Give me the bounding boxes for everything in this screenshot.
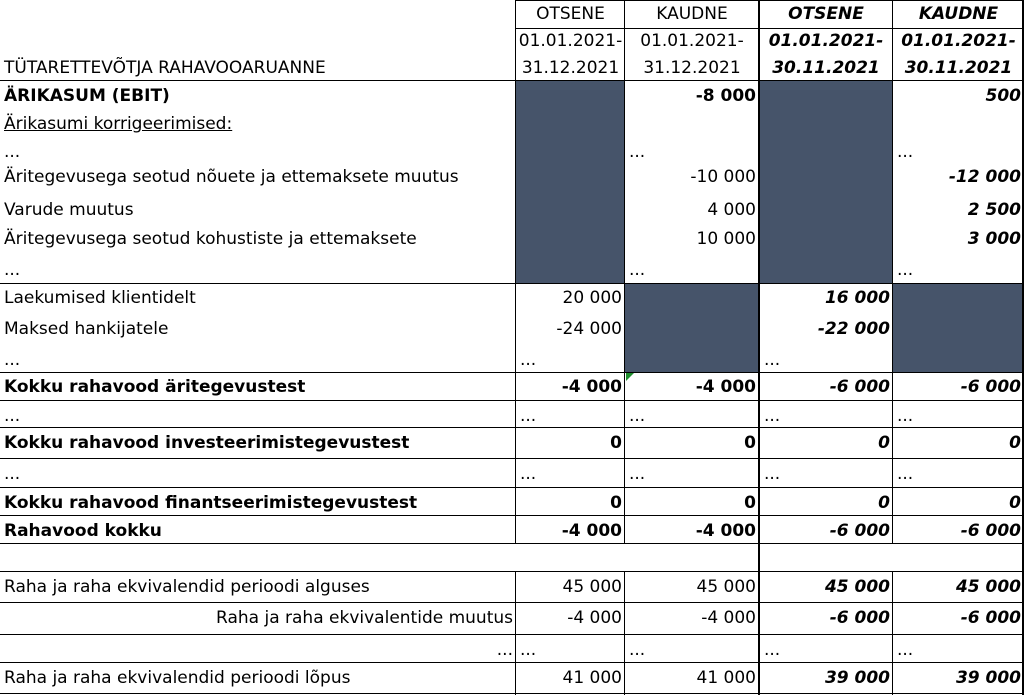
- row-label-cash-change: Raha ja raha ekvivalentide muutus: [216, 608, 513, 628]
- cell-cash-begin-col1: 45 000: [562, 577, 622, 597]
- cell-financing-total-col2: 0: [744, 493, 756, 513]
- row-label-dots-2: ...: [4, 260, 21, 280]
- cell-dots-5-col4: ...: [897, 464, 914, 484]
- cell-receivables-col4: -12 000: [948, 167, 1021, 187]
- cell-operating-total-col2: -4 000: [695, 377, 756, 397]
- cell-cash-total-col2: -4 000: [695, 521, 756, 541]
- cell-cash-change-col2: -4 000: [701, 608, 756, 628]
- row-label-ebit: ÄRIKASUM (EBIT): [4, 86, 170, 106]
- cell-financing-total-col1: 0: [610, 493, 622, 513]
- cell-operating-total-col1: -4 000: [561, 377, 622, 397]
- cell-dots-6-col2: ...: [629, 640, 646, 660]
- cell-receivables-col2: -10 000: [690, 167, 756, 187]
- row-label-operating-total: Kokku rahavood äritegevustest: [4, 377, 306, 397]
- cell-cash-end-col2: 41 000: [696, 668, 756, 688]
- cell-financing-total-col3: 0: [878, 493, 890, 513]
- grid-line: [0, 662, 1024, 663]
- cell-ebit-col2: -8 000: [695, 86, 756, 106]
- filled-block-col4-direct: [893, 283, 1024, 372]
- cell-suppliers-col3: -22 000: [817, 319, 890, 339]
- cell-operating-total-col4: -6 000: [960, 377, 1021, 397]
- row-label-customer-receipts: Laekumised klientidelt: [4, 288, 196, 308]
- cell-cash-begin-col4: 45 000: [955, 577, 1021, 597]
- cell-dots-6-col4: ...: [897, 640, 914, 660]
- cell-dots-5-col2: ...: [629, 464, 646, 484]
- col1-header: OTSENE: [536, 4, 605, 24]
- grid-line: [515, 0, 1024, 1]
- cell-cash-total-col1: -4 000: [561, 521, 622, 541]
- row-label-inventory: Varude muutus: [4, 200, 134, 220]
- cell-cash-end-col1: 41 000: [562, 668, 622, 688]
- cell-cash-total-col4: -6 000: [960, 521, 1021, 541]
- cell-dots-4-col1: ...: [520, 406, 537, 426]
- col3-header: OTSENE: [788, 4, 864, 24]
- col2-header: KAUDNE: [656, 4, 728, 24]
- row-label-cash-flow-total: Rahavood kokku: [4, 521, 162, 541]
- grid-line: [0, 80, 1024, 81]
- cell-dots-1-col4: ...: [897, 142, 914, 162]
- report-title: TÜTARETTEVÕTJA RAHAVOOARUANNE: [4, 58, 326, 78]
- cell-dots-4-col4: ...: [897, 406, 914, 426]
- grid-line: [624, 571, 625, 695]
- cell-dots-2-col4: ...: [897, 260, 914, 280]
- cell-cash-change-col4: -6 000: [960, 608, 1021, 628]
- col2-period-start: 01.01.2021-: [640, 31, 744, 51]
- grid-line: [0, 515, 1024, 516]
- grid-line: [515, 571, 516, 695]
- cell-cash-end-col4: 39 000: [955, 668, 1021, 688]
- cell-customers-col3: 16 000: [824, 288, 890, 308]
- grid-line: [0, 400, 1024, 401]
- grid-line: [892, 0, 893, 543]
- cell-dots-5-col1: ...: [520, 464, 537, 484]
- cell-dots-6-col3: ...: [764, 640, 781, 660]
- row-label-cash-end: Raha ja raha ekvivalendid perioodi lõpus: [4, 668, 351, 688]
- grid-line: [758, 0, 760, 695]
- row-label-dots-5: ...: [4, 464, 21, 484]
- cell-dots-6-col1: ...: [520, 640, 537, 660]
- col2-period-end: 31.12.2021: [643, 58, 741, 78]
- cell-suppliers-col1: -24 000: [556, 319, 622, 339]
- grid-line: [0, 487, 1024, 488]
- col4-header: KAUDNE: [918, 4, 999, 24]
- comment-marker[interactable]: [626, 373, 634, 381]
- col3-period-start: 01.01.2021-: [768, 31, 884, 51]
- cell-inventory-col4: 2 500: [967, 200, 1021, 220]
- cell-cash-total-col3: -6 000: [829, 521, 890, 541]
- cell-cash-change-col3: -6 000: [829, 608, 890, 628]
- row-label-dots-3: ...: [4, 350, 21, 370]
- cell-investing-total-col4: 0: [1009, 433, 1021, 453]
- cell-investing-total-col3: 0: [878, 433, 890, 453]
- filled-block-col1-adjustments: [516, 81, 625, 283]
- filled-block-col2-direct: [625, 283, 758, 372]
- grid-line: [515, 28, 1024, 29]
- grid-line: [624, 0, 625, 543]
- grid-line: [892, 571, 893, 695]
- grid-line: [0, 427, 1024, 428]
- cell-financing-total-col4: 0: [1009, 493, 1021, 513]
- row-label-payables: Äritegevusega seotud kohustiste ja ettemaksete: [4, 229, 417, 249]
- grid-line: [0, 634, 1024, 635]
- grid-line: [0, 372, 1024, 373]
- row-label-dots-4: ...: [4, 406, 21, 426]
- cell-ebit-col4: 500: [985, 86, 1021, 106]
- row-label-dots-1: ...: [4, 142, 21, 162]
- cell-dots-4-col2: ...: [629, 406, 646, 426]
- cell-cash-end-col3: 39 000: [824, 668, 890, 688]
- cell-operating-total-col3: -6 000: [829, 377, 890, 397]
- col4-period-start: 01.01.2021-: [901, 31, 1016, 51]
- col1-period-start: 01.01.2021-: [518, 31, 623, 51]
- cell-cash-change-col1: -4 000: [567, 608, 622, 628]
- cell-dots-1-col2: ...: [629, 142, 646, 162]
- cell-dots-4-col3: ...: [764, 406, 781, 426]
- cell-dots-3-col3: ...: [764, 350, 781, 370]
- cell-inventory-col2: 4 000: [707, 200, 756, 220]
- grid-line: [0, 693, 1024, 694]
- col1-period-end: 31.12.2021: [521, 58, 620, 78]
- cell-cash-begin-col2: 45 000: [696, 577, 756, 597]
- grid-line: [0, 283, 1024, 284]
- cell-payables-col2: 10 000: [696, 229, 756, 249]
- row-label-dots-6: ...: [496, 640, 513, 660]
- row-label-adjustments: Ärikasumi korrigeerimised:: [4, 114, 233, 134]
- grid-line: [0, 571, 1024, 572]
- filled-block-col3-adjustments: [760, 81, 893, 283]
- cell-investing-total-col1: 0: [610, 433, 622, 453]
- row-label-receivables: Äritegevusega seotud nõuete ja ettemaksete muutus: [4, 167, 459, 187]
- cell-dots-2-col2: ...: [629, 260, 646, 280]
- grid-line: [0, 458, 1024, 459]
- grid-line: [0, 602, 1024, 603]
- col4-period-end: 30.11.2021: [904, 58, 1013, 78]
- grid-line: [0, 543, 1024, 544]
- row-label-cash-begin: Raha ja raha ekvivalendid perioodi alguses: [4, 577, 370, 597]
- cell-payables-col4: 3 000: [967, 229, 1021, 249]
- row-label-supplier-payments: Maksed hankijatele: [4, 319, 169, 339]
- cell-cash-begin-col3: 45 000: [824, 577, 890, 597]
- col3-period-end: 30.11.2021: [772, 58, 880, 78]
- cell-investing-total-col2: 0: [744, 433, 756, 453]
- row-label-financing-total: Kokku rahavood finantseerimistegevustest: [4, 493, 418, 513]
- grid-line: [515, 0, 516, 543]
- row-label-investing-total: Kokku rahavood investeerimistegevustest: [4, 433, 410, 453]
- cell-dots-3-col1: ...: [520, 350, 537, 370]
- cell-dots-5-col3: ...: [764, 464, 781, 484]
- cell-customers-col1: 20 000: [562, 288, 622, 308]
